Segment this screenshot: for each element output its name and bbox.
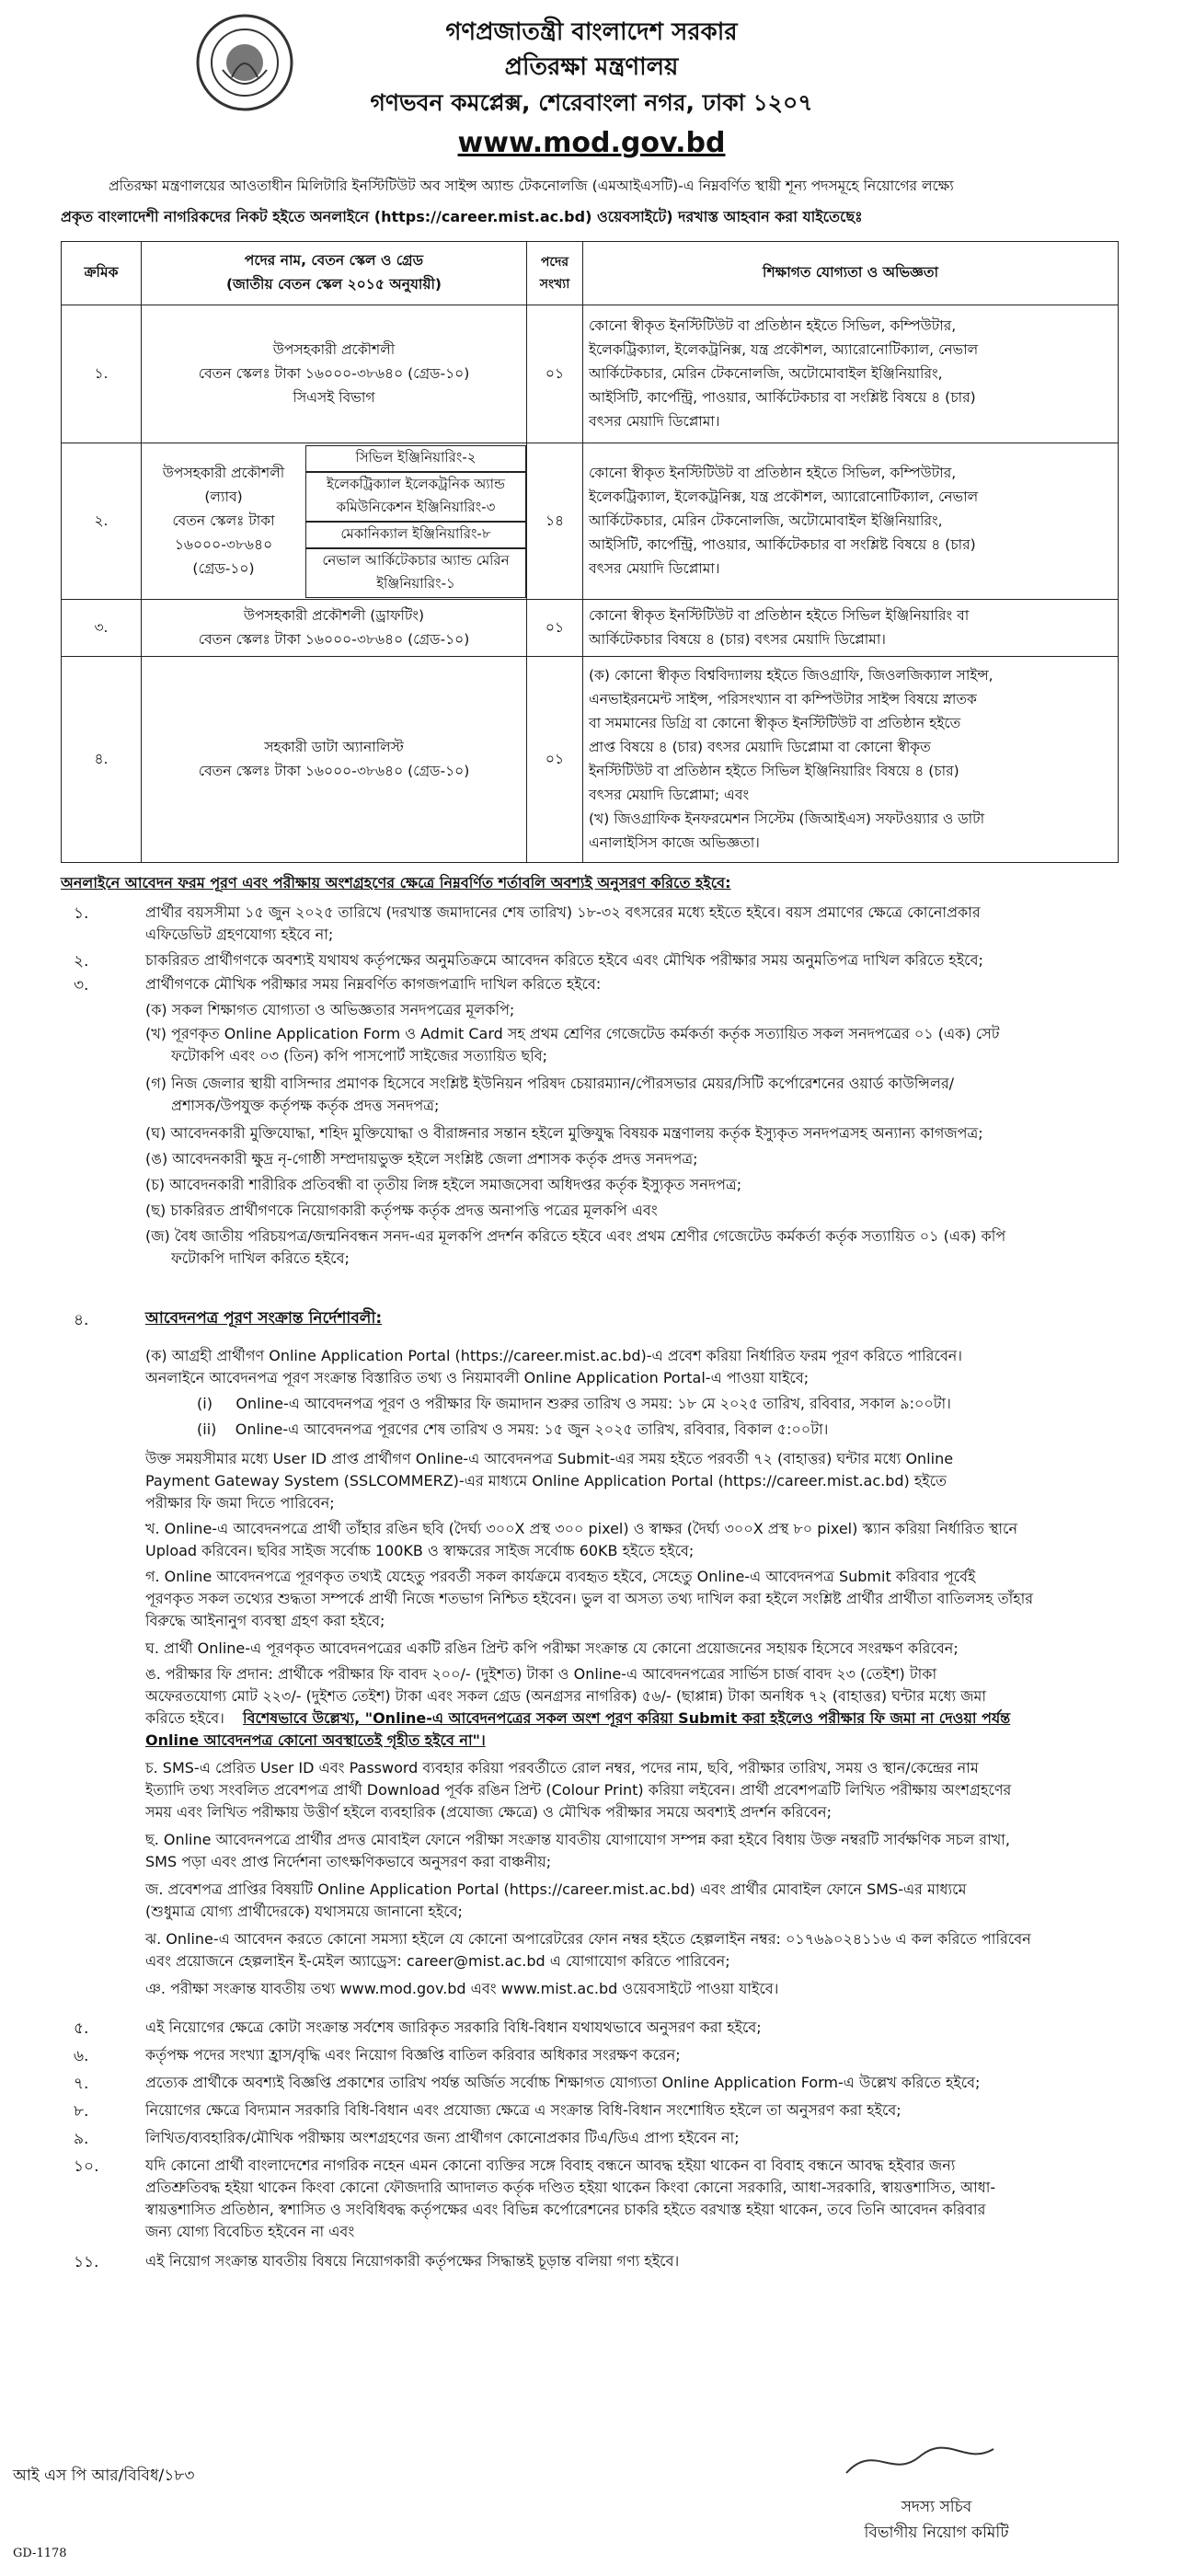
row3-pay: বেতন স্কেলঃ টাকা ১৬০০০-৩৮৬৪০ (গ্রেড-১০)	[198, 630, 470, 648]
qual-line: বৎসর মেয়াদি ডিপ্লোমা।	[589, 412, 720, 430]
qual-line: আর্কিটেকচার বিষয়ে ৪ (চার) বৎসর মেয়াদি ডিপ্লোমা।	[589, 630, 886, 648]
signature-mark	[837, 2438, 1003, 2484]
header-website[interactable]: www.mod.gov.bd	[457, 127, 726, 159]
item-11-line: এই নিয়োগ সংক্রান্ত যাবতীয় বিষয়ে নিয়োগকারী কর্তৃপক্ষের সিদ্ধান্তই চূড়ান্ত বলিয়া গণ্য হইবে।	[145, 2252, 680, 2270]
item-number: ১১.	[74, 2253, 99, 2271]
item-3-sub-kha-1: (খ) পূরণকৃত Online Application Form ও Admit Card সহ প্রথম শ্রেণির গেজেটেড কর্মকর্তা কর্তৃক সত্যায়িত সকল সনদপত্রের ০১ (এক) সেট	[145, 1025, 1000, 1042]
header-govt: গণপ্রজাতন্ত্রী বাংলাদেশ সরকার	[445, 18, 738, 46]
item-4-cha-2: ইত্যাদি তথ্য সংবলিত প্রবেশপত্র প্রার্থী Download পূর্বক রঙিন প্রিন্ট (Colour Print) করিয়া লইবেন। প্রার্থী প্রবেশপত্রটি লিখিত পরীক্ষায় অংশগ্রহণের	[145, 1781, 1012, 1799]
row2-qual	[583, 443, 1119, 600]
item-4-ka-1: (ক) আগ্রহী প্রার্থীগণ Online Application Portal (https://career.mist.ac.bd)-এ প্রবেশ করিয়া নির্ধারিত ফরম পূরণ করিতে পারিবেন।	[145, 1347, 963, 1364]
item-4-cha-1: চ. SMS-এ প্রেরিত User ID এবং Password ব্যবহার করিয়া পরবর্তীতে রোল নম্বর, পদের নাম, ছবি, পরীক্ষার তারিখ, সময় ও স্থান/কেন্দ্রের নাম	[145, 1759, 979, 1777]
item-4-chha-2: SMS পড়া এবং প্রাপ্ত নির্দেশনা তাৎক্ষণিকভাবে অনুসরণ করা বাঞ্চনীয়;	[145, 1853, 552, 1870]
table-row	[62, 305, 1119, 443]
row2-post: উপসহকারী প্রকৌশলী (ল্যাব)	[162, 464, 285, 505]
item-3-sub-ja-1: (জ) বৈধ জাতীয় পরিচয়পত্র/জন্মনিবন্ধন সনদ-এর মূলকপি প্রদর্শন করিতে হইবে এবং প্রথম শ্রেণীর গেজেটেড কর্মকর্তা কর্তৃক সত্যায়িত ০১ (এক) কপি	[145, 1227, 1006, 1245]
qual-line: কোনো স্বীকৃত ইনস্টিটিউট বা প্রতিষ্ঠান হইতে সিভিল, কম্পিউটার,	[589, 464, 957, 481]
row3-post-cell	[142, 600, 527, 657]
item-number: ১০.	[74, 2157, 99, 2176]
qual-line: আর্কিটেকচার, মেরিন টেকনোলজি, অটোমোবাইল ইঞ্জিনিয়ারিং,	[589, 512, 943, 529]
table-row	[62, 657, 1119, 863]
qual-line: ইলেকট্রিক্যাল, ইলেকট্রনিক্স, যন্ত্র প্রকৌশল, অ্যারোনোটিক্যাল, নেভাল	[589, 488, 979, 505]
table-header-row	[62, 242, 1119, 305]
signature-title: সদস্য সচিব	[901, 2498, 972, 2516]
item-number: ৩.	[74, 976, 89, 995]
row2-sub-1: সিভিল ইঞ্জিনিয়ারিং-২	[305, 445, 526, 472]
conditions-title: অনলাইনে আবেদন ফরম পূরণ এবং পরীক্ষায় অংশগ্রহণের ক্ষেত্রে নিম্নবর্ণিত শর্তাবলি অবশ্যই অনুসরণ করিতে হইবে:	[61, 874, 731, 891]
row1-post-cell	[142, 305, 527, 443]
item-4-uk-1: উক্ত সময়সীমার মধ্যে User ID প্রাপ্ত প্রার্থীগণ Online-এ আবেদনপত্র Submit-এর সময় হইতে পরবর্তী ৭২ (বাহাত্তর) ঘন্টার মধ্যে Online	[145, 1450, 954, 1467]
qual-line: বা সমমানের ডিগ্রি বা কোনো স্বীকৃত ইনস্টিটিউট বা প্রতিষ্ঠান হইতে	[589, 714, 961, 731]
item-4-ga-2: পূরণকৃত সকল তথ্যের শুদ্ধতা সম্পর্কে প্রার্থী নিজে শতভাগ নিশ্চিত হইবেন। ভুল বা অসত্য তথ্য দাখিল করা হইলে সংশ্লিষ্ট প্রার্থীর প্রার্থীতা বাতিলসহ তাঁহার	[145, 1590, 1034, 1607]
item-1-line-2: এফিডেভিট গ্রহণযোগ্য হইবে না;	[145, 926, 334, 943]
item-4-ja-1: জ. প্রবেশপত্র প্রাপ্তির বিষয়টি Online Application Portal (https://career.mist.ac.bd) এবং প্রার্থীর মোবাইল ফোনে SMS-এর মাধ্যমে	[145, 1880, 967, 1898]
qual-line: (খ) জিওগ্রাফিক ইনফরমেশন সিস্টেম (জিআইএস) সফটওয়্যার ও ডাটা	[589, 810, 985, 827]
item-8-line: নিয়োগের ক্ষেত্রে বিদ্যমান সরকারি বিধি-বিধান এবং প্রযোজ্য ক্ষেত্রে এ সংক্রান্ত বিধি-বিধান সংশোধিত হইলে তা অনুসরণ করা হইবে;	[145, 2101, 902, 2119]
intro-line-2: প্রকৃত বাংলাদেশী নাগরিকদের নিকট হইতে অনলাইনে (https://career.mist.ac.bd) ওয়েবসাইটে) দরখাস্ত আহবান করা যাইতেছেঃ	[61, 208, 863, 225]
qual-line: কোনো স্বীকৃত ইনস্টিটিউট বা প্রতিষ্ঠান হইতে সিভিল ইঞ্জিনিয়ারিং বা	[589, 606, 970, 624]
item-3-sub-ga-1: (গ) নিজ জেলার স্থায়ী বাসিন্দার প্রমাণক হিসেবে সংশ্লিষ্ট ইউনিয়ন পরিষদ চেয়ারম্যান/পৌরসভার মেয়র/সিটি কর্পোরেশনের ওয়ার্ড কাউন্সিলর/	[145, 1075, 955, 1092]
row4-pay: বেতন স্কেলঃ টাকা ১৬০০০-৩৮৬৪০ (গ্রেড-১০)	[198, 762, 470, 779]
item-3-sub-umo: (ঙ) আবেদনকারী ক্ষুদ্র নৃ-গোষ্ঠী সম্প্রদায়ভুক্ত হইলে সংশ্লিষ্ট জেলা প্রশাসক কর্তৃক প্রদত্ত সনদপত্র;	[145, 1150, 698, 1167]
item-4-ga-1: গ. Online আবেদনপত্রে পূরণকৃত তথ্যই যেহেতু পরবর্তী সকল কার্যক্রমে ব্যবহৃত হইবে, সেহেতু Online-এ আবেদনপত্র Submit করিবার পূর্বেই	[145, 1568, 976, 1585]
row4-count: ০১	[527, 657, 583, 863]
item-3-sub-cha: (চ) আবেদনকারী শারীরিক প্রতিবন্ধী বা তৃতীয় লিঙ্গ হইলে সমাজসেবা অধিদপ্তর কর্তৃক ইস্যুকৃত সনদপত্র;	[145, 1176, 742, 1193]
row3-qual	[583, 600, 1119, 657]
gd-number: GD-1178	[13, 2547, 67, 2560]
th-qualification: শিক্ষাগত যোগ্যতা ও অভিজ্ঞতা	[583, 242, 1119, 305]
row2-post-cell	[142, 443, 527, 600]
header-ministry: প্রতিরক্ষা মন্ত্রণালয়	[504, 53, 679, 81]
row1-pay: বেতন স্কেলঃ টাকা ১৬০০০-৩৮৬৪০ (গ্রেড-১০)	[198, 364, 470, 382]
item-4-jha-2: এবং প্রয়োজনে হেল্পলাইন ই-মেইল অ্যাড্রেস: career@mist.ac.bd এ যোগাযোগ করিতে পারিবেন;	[145, 1952, 730, 1970]
qual-line: এনভাইরনমেন্ট সাইন্স, পরিসংখ্যান বা কম্পিউটার সাইন্স বিষয়ে স্নাতক	[589, 690, 977, 707]
item-6-line: কর্তৃপক্ষ পদের সংখ্যা হ্রাস/বৃদ্ধি এবং নিয়োগ বিজ্ঞপ্তি বাতিল করিবার অধিকার সংরক্ষণ করেন;	[145, 2046, 681, 2064]
th-post: পদের নাম, বেতন স্কেল ও গ্রেড (জাতীয় বেতন স্কেল ২০১৫ অনুযায়ী)	[142, 242, 527, 305]
row2-pay: বেতন স্কেলঃ টাকা ১৬০০০-৩৮৬৪০ (গ্রেড-১০)	[172, 512, 275, 577]
item-4-nya: ঞ. পরীক্ষা সংক্রান্ত যাবতীয় তথ্য www.mod.gov.bd এবং www.mist.ac.bd ওয়েবসাইটে পাওয়া যাইবে।	[145, 1980, 779, 1997]
row4-post-cell	[142, 657, 527, 863]
item-number: ৯.	[74, 2130, 89, 2148]
qual-line: ইনস্টিটিউট বা প্রতিষ্ঠান হইতে সিভিল ইঞ্জিনিয়ারিং বিষয়ে ৪ (চার)	[589, 762, 959, 779]
qual-line: ইলেকট্রিক্যাল, ইলেকট্রনিক্স, যন্ত্র প্রকৌশল, অ্যারোনোটিক্যাল, নেভাল	[589, 340, 979, 358]
item-4-ii: (ii) Online-এ আবেদনপত্র পূরণের শেষ তারিখ ও সময়: ১৫ জুন ২০২৫ তারিখ, রবিবার, বিকাল ৫:০০টা।	[197, 1420, 829, 1438]
item-3-line-1: প্রার্থীগণকে মৌখিক পরীক্ষার সময় নিম্নবর্ণিত কাগজপত্রাদি দাখিল করিতে হইবে:	[145, 975, 602, 993]
item-4-umo-3: করিতে হইবে।	[145, 1709, 224, 1727]
item-3-sub-chha: (ছ) চাকরিরত প্রার্থীগণকে নিয়োগকারী কর্তৃপক্ষ কর্তৃক প্রদত্ত অনাপত্তি পত্রের মূলকপি এবং	[145, 1202, 658, 1219]
row4-qual	[583, 657, 1119, 863]
qual-line: (ক) কোনো স্বীকৃত বিশ্ববিদ্যালয় হইতে জিওগ্রাফি, জিওলজিক্যাল সাইন্স,	[589, 666, 993, 684]
item-10-line-3: স্বায়ত্তশাসিত প্রতিষ্ঠান, স্বশাসিত ও সংবিধিবদ্ধ কর্তৃপক্ষের এবং বিভিন্ন কর্পোরেশনের চাকরি হইতে বরখাস্ত হইয়া থাকেন, তবে তিনি আবেদন করিবার	[145, 2201, 986, 2218]
row4-post: সহকারী ডাটা অ্যানালিস্ট	[264, 738, 404, 755]
item-4-uk-3: পরীক্ষার ফি জমা দিতে পারিবেন;	[145, 1494, 335, 1512]
item-10-line-4: জন্য যোগ্য বিবেচিত হইবেন না এবং	[145, 2223, 355, 2240]
item-number: ৭.	[74, 2075, 89, 2093]
item-9-line: লিখিত/ব্যবহারিক/মৌখিক পরীক্ষায় অংশগ্রহণের জন্য প্রার্থীগণ কোনোপ্রকার টিএ/ডিএ প্রাপ্য হইবেন না;	[145, 2129, 740, 2146]
row2-sub-3: মেকানিক্যাল ইঞ্জিনিয়ারিং-৮	[305, 522, 526, 548]
row1-count: ০১	[527, 305, 583, 443]
item-1-line-1: প্রার্থীর বয়সসীমা ১৫ জুন ২০২৫ তারিখে (দরখাস্ত জমাদানের শেষ তারিখ) ১৮-৩২ বৎসরের মধ্যে হইতে হইবে। বয়স প্রমাণের ক্ষেত্রে কোনোপ্রকার	[145, 903, 981, 921]
item-4-umo-emphasis-1: বিশেষভাবে উল্লেখ্য, "Online-এ আবেদনপত্রের সকল অংশ পূরণ করিয়া Submit করা হইলেও পরীক্ষার ফি জমা না দেওয়া পর্যন্ত	[243, 1709, 1011, 1727]
item-4-ka-2: অনলাইনে আবেদনপত্র পূরণ সংক্রান্ত বিস্তারিত তথ্য ও নিয়মাবলী Online Application Portal-এ পাওয়া যাইবে;	[145, 1369, 810, 1386]
item-4-cha-3: সময় এবং লিখিত পরীক্ষায় উত্তীর্ণ হইলে ব্যবহারিক (প্রযোজ্য ক্ষেত্রে) ও মৌখিক পরীক্ষার সময়ে অবশ্যই প্রদর্শন করিবেন;	[145, 1803, 832, 1821]
item-2-line-1: চাকরিরত প্রার্থীগণকে অবশ্যই যথাযথ কর্তৃপক্ষের অনুমতিক্রমে আবেদন করিতে হইবে এবং মৌখিক পরীক্ষার সময় অনুমতিপত্র দাখিল করিতে হইবে;	[145, 951, 983, 969]
item-3-sub-kha-2: ফটোকপি এবং ০৩ (তিন) কপি পাসপোর্ট সাইজের সত্যায়িত ছবি;	[171, 1047, 548, 1064]
item-4-title: আবেদনপত্র পূরণ সংক্রান্ত নির্দেশাবলী:	[145, 1309, 383, 1328]
item-5-line: এই নিয়োগের ক্ষেত্রে কোটা সংক্রান্ত সর্বশেষ জারিকৃত সরকারি বিধি-বিধান যথাযথভাবে অনুসরণ করা হইবে;	[145, 2018, 762, 2036]
qual-line: এনালাইসিস কাজে অভিজ্ঞতা।	[589, 834, 760, 851]
item-4-jha-1: ঝ. Online-এ আবেদন করতে কোনো সমস্যা হইলে যে কোনো অপারেটরের ফোন নম্বর হইতে হেল্পলাইন নম্বর: ০১৭৬৯০২৪১১৬ এ কল করিতে পারিবেন	[145, 1930, 1031, 1948]
row3-serial: ৩.	[62, 600, 142, 657]
qual-line: কোনো স্বীকৃত ইনস্টিটিউট বা প্রতিষ্ঠান হইতে সিভিল, কম্পিউটার,	[589, 316, 957, 334]
item-number: ২.	[74, 952, 89, 971]
item-10-line-1: যদি কোনো প্রার্থী বাংলাদেশের নাগরিক নহেন এমন কোনো ব্যক্তির সঙ্গে বিবাহ বন্ধনে আবদ্ধ হইয়া থাকেন বা বিবাহ বন্ধনে আবদ্ধ হইবার জন্য	[145, 2156, 956, 2174]
row3-count: ০১	[527, 600, 583, 657]
item-4-gha: ঘ. প্রার্থী Online-এ পূরণকৃত আবেদনপত্রের একটি রঙিন প্রিন্ট কপি পরীক্ষা সংক্রান্ত যে কোনো প্রয়োজনের সহায়ক হিসেবে সংরক্ষণ করিবেন;	[145, 1639, 959, 1657]
vacancy-table	[61, 241, 1119, 863]
header-address: গণভবন কমপ্লেক্স, শেরেবাংলা নগর, ঢাকা ১২০৭	[370, 89, 813, 116]
signature-committee: বিভাগীয় নিয়োগ কমিটি	[864, 2524, 1009, 2542]
item-4-ga-3: বিরুদ্ধে আইনানুগ ব্যবস্থা গ্রহণ করা হইবে;	[145, 1612, 385, 1629]
item-3-sub-ka: (ক) সকল শিক্ষাগত যোগ্যতা ও অভিজ্ঞতার সনদপত্রের মূলকপি;	[145, 1001, 515, 1018]
row1-serial: ১.	[62, 305, 142, 443]
row2-serial: ২.	[62, 443, 142, 600]
row2-sub-2: ইলেকট্রিক্যাল ইলেকট্রনিক অ্যান্ড কমিউনিকেশন ইঞ্জিনিয়ারিং-৩	[305, 472, 526, 522]
table-row	[62, 600, 1119, 657]
intro-line-1: প্রতিরক্ষা মন্ত্রণালয়ের আওতাধীন মিলিটারি ইনস্টিটিউট অব সাইন্স অ্যান্ড টেকনোলজি (এমআইএসটি)-এ নিম্নবর্ণিত স্থায়ী শূন্য পদসমূহে নিয়োগের লক্ষ্যে	[109, 178, 954, 194]
item-number: ৬.	[74, 2047, 89, 2065]
row3-post: উপসহকারী প্রকৌশলী (ড্রাফটিং)	[243, 606, 425, 624]
row1-post: উপসহকারী প্রকৌশলী	[272, 340, 396, 358]
qual-line: আইসিটি, কার্পেন্ট্রি, পাওয়ার, আর্কিটেকচার বা সংশ্লিষ্ট বিষয়ে ৪ (চার)	[589, 535, 976, 553]
item-4-i: (i) Online-এ আবেদনপত্র পূরণ ও পরীক্ষার ফি জমাদান শুরুর তারিখ ও সময়: ১৮ মে ২০২৫ তারিখ, রবিবার, সকাল ৯:০০টা।	[197, 1395, 951, 1412]
qual-line: আইসিটি, কার্পেন্ট্রি, পাওয়ার, আর্কিটেকচার বা সংশ্লিষ্ট বিষয়ে ৪ (চার)	[589, 388, 976, 406]
row2-count: ১৪	[527, 443, 583, 600]
isp-reference: আই এস পি আর/বিবিধ/১৮৩	[13, 2467, 195, 2485]
qual-line: বৎসর মেয়াদি ডিপ্লোমা; এবং	[589, 786, 750, 803]
item-4-umo-emphasis-2: Online আবেদনপত্র কোনো অবস্থাতেই গৃহীত হইবে না"।	[145, 1731, 486, 1749]
item-number: ৮.	[74, 2102, 89, 2121]
qual-line: আর্কিটেকচার, মেরিন টেকনোলজি, অটোমোবাইল ইঞ্জিনিয়ারিং,	[589, 364, 943, 382]
item-4-ja-2: (শুধুমাত্র যোগ্য প্রার্থীদেরকে) যথাসময়ে জানানো হইবে;	[145, 1903, 463, 1920]
item-number: ৫.	[74, 2019, 89, 2038]
item-4-chha-1: ছ. Online আবেদনপত্রে প্রার্থীর প্রদত্ত মোবাইল ফোনে পরীক্ষা সংক্রান্ত যাবতীয় যোগাযোগ সম্পন্ন করা হইবে বিধায় উক্ত নম্বরটি সার্বক্ষণিক সচল রাখা,	[145, 1831, 1010, 1848]
item-number: ১.	[74, 904, 89, 923]
item-4-umo-2: অফেরতযোগ্য মোট ২২৩/- (দুইশত তেইশ) টাকা এবং সকল গ্রেড (অনগ্রসর নাগরিক) ৫৬/- (ছাপ্পান্ন) টাকা অনধিক ৭২ (বাহাত্তর) ঘন্টার মধ্যে জমা	[145, 1687, 987, 1705]
item-3-sub-gha: (ঘ) আবেদনকারী মুক্তিযোদ্ধা, শহিদ মুক্তিযোদ্ধা ও বীরাঙ্গনার সন্তান হইলে মুক্তিযুদ্ধ বিষয়ক মন্ত্রণালয় কর্তৃক ইস্যুকৃত সনদপত্রসহ অন্যান্য কাগজপত্র;	[145, 1124, 983, 1142]
qual-line: বৎসর মেয়াদি ডিপ্লোমা।	[589, 559, 720, 577]
row2-sub-4: নেভাল আর্কিটেকচার অ্যান্ড মেরিন ইঞ্জিনিয়ারিং-১	[305, 548, 526, 598]
item-7-line: প্রত্যেক প্রার্থীকে অবশ্যই বিজ্ঞপ্তি প্রকাশের তারিখ পর্যন্ত অর্জিত সর্বোচ্চ শিক্ষাগত যোগ্যতা Online Application Form-এ উল্লেখ করিতে হইবে;	[145, 2074, 981, 2091]
th-serial: ক্রমিক	[62, 242, 142, 305]
item-10-line-2: প্রতিশ্রুতিবদ্ধ হইয়া থাকেন কিংবা কোনো ফৌজদারি আদালত কর্তৃক দণ্ডিত হইয়া থাকেন কিংবা কোনো সরকারি, আধা-সরকারি, স্বায়ত্তশাসিত, আধা-	[145, 2179, 996, 2196]
qual-line: প্রাপ্ত বিষয়ে ৪ (চার) বৎসর মেয়াদি ডিপ্লোমা বা কোনো স্বীকৃত	[589, 738, 931, 755]
item-3-sub-ga-2: প্রশাসক/উপযুক্ত কর্তৃপক্ষ কর্তৃক প্রদত্ত সনদপত্র;	[171, 1097, 440, 1114]
item-4-kha-2: Upload করিবেন। ছবির সাইজ সর্বোচ্চ 100KB ও স্বাক্ষরের সাইজ সর্বোচ্চ 60KB হইতে হইবে;	[145, 1542, 695, 1559]
row1-dept: সিএসই বিভাগ	[293, 388, 375, 406]
row1-qual	[583, 305, 1119, 443]
item-3-sub-ja-2: ফটোকপি দাখিল করিতে হইবে;	[171, 1249, 350, 1267]
table-row	[62, 443, 1119, 600]
item-4-umo-1: ঙ. পরীক্ষার ফি প্রদান: প্রার্থীকে পরীক্ষার ফি বাবদ ২০০/- (দুইশত) টাকা ও Online-এ আবেদনপত্রের সার্ভিস চার্জ বাবদ ২৩ (তেইশ) টাকা	[145, 1665, 937, 1683]
th-count: পদের সংখ্যা	[527, 242, 583, 305]
item-4-kha-1: খ. Online-এ আবেদনপত্রে প্রার্থী তাঁহার রঙিন ছবি (দৈর্ঘ্য ৩০০X প্রস্থ ৩০০ pixel) ও স্বাক্ষর (দৈর্ঘ্য ৩০০X প্রস্থ ৮০ pixel) স্ক্যান করিয়া নির্ধারিত স্থানে	[145, 1520, 1018, 1537]
item-number: ৪.	[74, 1311, 89, 1329]
item-4-uk-2: Payment Gateway System (SSLCOMMERZ)-এর মাধ্যমে Online Application Portal (https://career.mist.ac.bd) হইতে	[145, 1472, 948, 1489]
row4-serial: ৪.	[62, 657, 142, 863]
